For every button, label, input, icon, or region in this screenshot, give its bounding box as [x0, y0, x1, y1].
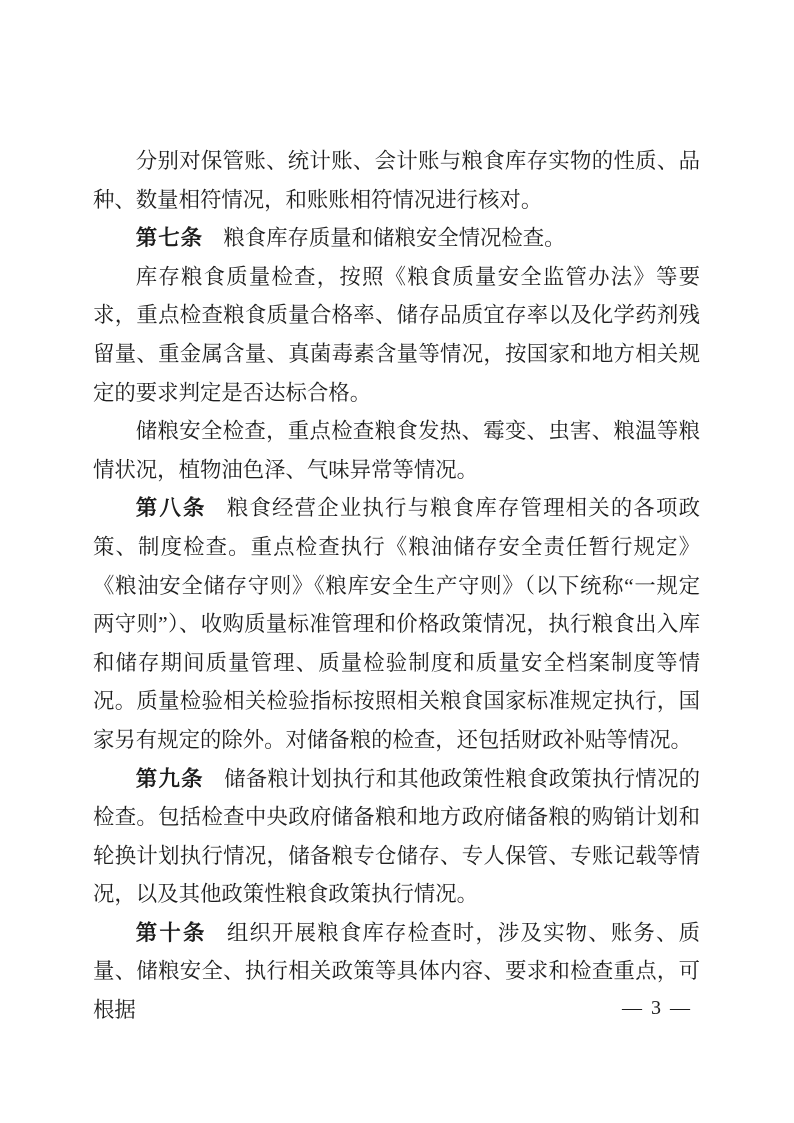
article-label: 第十条 — [135, 920, 207, 945]
paragraph-article-7 — [93, 219, 700, 258]
document-body — [93, 142, 700, 1030]
paragraph-text: 组织开展粮食库存检查时，涉及实物、账务、质量、储粮安全、执行相关政策等具体内容、要求和检查重点，可根据 — [93, 920, 700, 1023]
paragraph-article-10 — [93, 914, 700, 1030]
paragraph-continuation — [93, 142, 700, 219]
paragraph-storage-safety — [93, 412, 700, 489]
paragraph-text: 储粮安全检查，重点检查粮食发热、霉变、虫害、粮温等粮情状况，植物油色泽、气味异常等情况。 — [93, 419, 700, 482]
paragraph-article-8 — [93, 489, 700, 759]
article-label: 第八条 — [135, 496, 207, 521]
article-label: 第七条 — [135, 226, 203, 251]
paragraph-text: 储备粮计划执行和其他政策性粮食政策执行情况的检查。包括检查中央政府储备粮和地方政府储备粮的购销计划和轮换计划执行情况，储备粮专仓储存、专人保管、专账记载等情况，以及其他政策性粮食政策执行情况。 — [93, 766, 700, 907]
paragraph-text: 粮食库存质量和储粮安全情况检查。 — [223, 226, 566, 251]
paragraph-quality-check — [93, 258, 700, 412]
paragraph-text: 粮食经营企业执行与粮食库存管理相关的各项政策、制度检查。重点检查执行《粮油储存安全责任暂行规定》《粮油安全储存守则》《粮库安全生产守则》（以下统称“一规定两守则”）、收购质量标准管理和价格政策情况，执行粮食出入库和储存期间质量管理、质量检验制度和质量安全档案制度等情况。质量检验相关检验指标按照相关粮食国家标准规定执行，国家另有规定的除外。对储备粮的检查，还包括财政补贴等情况。 — [93, 496, 700, 752]
paragraph-article-9 — [93, 760, 700, 914]
paragraph-text: 库存粮食质量检查，按照《粮食质量安全监管办法》等要求，重点检查粮食质量合格率、储存品质宜存率以及化学药剂残留量、重金属含量、真菌毒素含量等情况，按国家和地方相关规定的要求判定是否达标合格。 — [93, 264, 700, 405]
article-label: 第九条 — [135, 766, 204, 791]
page-number: — 3 — — [622, 997, 692, 1019]
paragraph-text: 分别对保管账、统计账、会计账与粮食库存实物的性质、品种、数量相符情况，和账账相符情况进行核对。 — [93, 149, 700, 212]
